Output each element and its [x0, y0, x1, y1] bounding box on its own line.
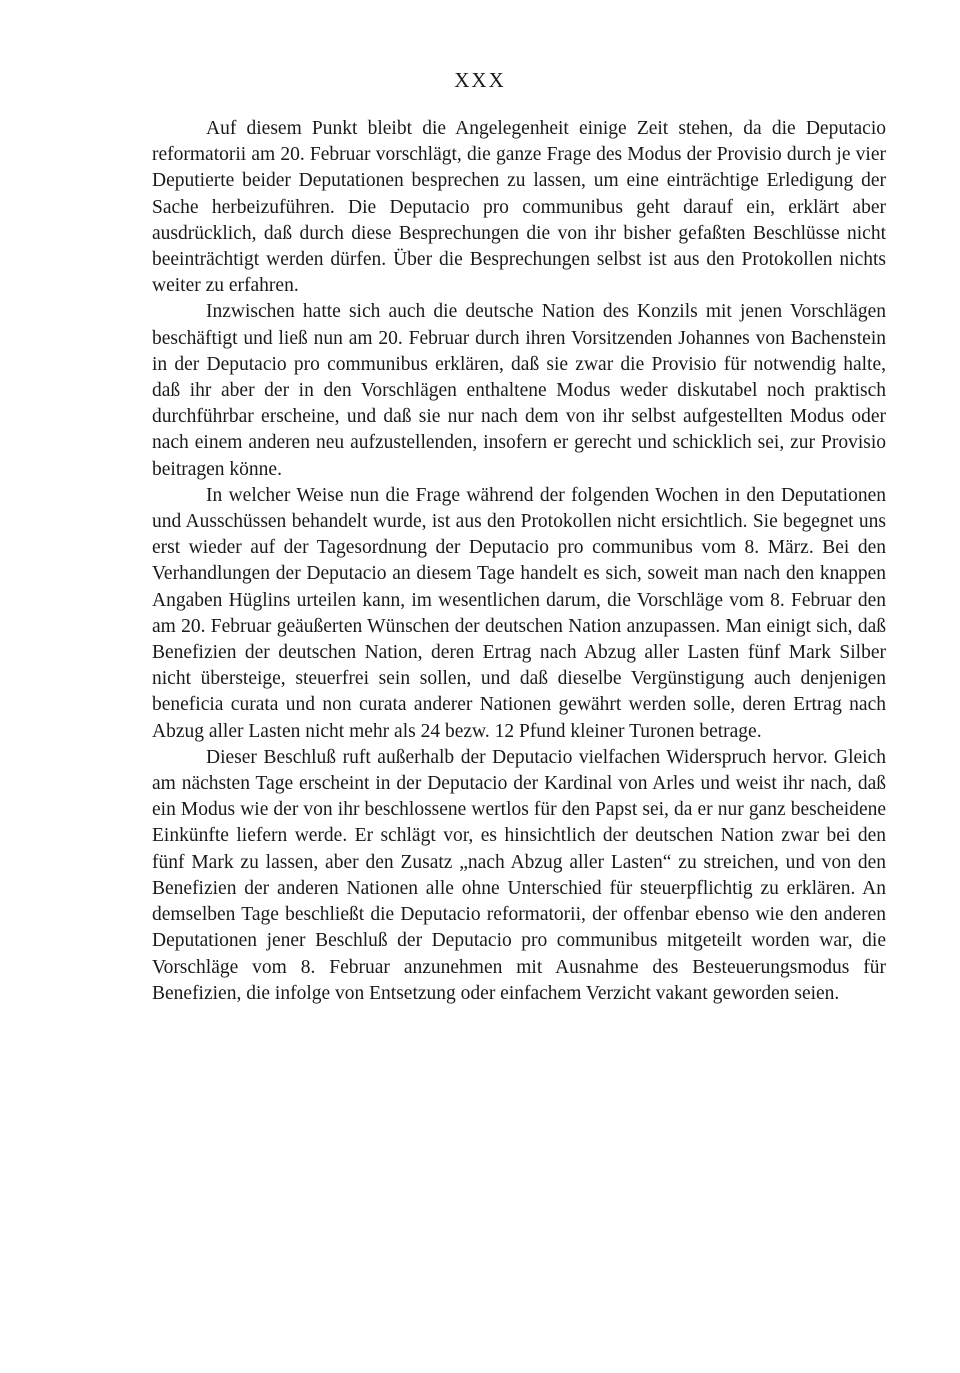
- paragraph-2: Inzwischen hatte sich auch die deutsche Nation des Konzils mit jenen Vorschlägen beschäftigt und ließ nun am 20. Februar durch ihren Vorsitzenden Johannes von Bachenstein in der Deputacio pro communibus erklären, daß sie zwar die Provisio für notwendig halte, daß ihr aber der in den Vorschlägen enthaltene Modus weder diskutabel noch praktisch durchführbar erscheine, und daß sie nur nach dem von ihr selbst aufgestellten Modus oder nach einem anderen neu aufzustellenden, insofern er gerecht und schicklich sei, zur Provisio beitragen könne.: [152, 301, 886, 480]
- paragraph-4: Dieser Beschluß ruft außerhalb der Deputacio vielfachen Widerspruch hervor. Gleich am nächsten Tage erscheint in der Deputacio der Kardinal von Arles und weist ihr nach, daß ein Modus wie der von ihr beschlossene wertlos für den Papst sei, da er nur ganz bescheidene Einkünfte liefern werde. Er schlägt vor, es hinsichtlich der deutschen Nation zwar bei den fünf Mark zu lassen, aber den Zusatz „nach Abzug aller Lasten“ zu streichen, und von den Benefizien der anderen Nationen alle ohne Unterschied für steuerpflichtig zu erklären. An demselben Tage beschließt die Deputacio reformatorii, der offenbar ebenso wie den anderen Deputationen jener Beschluß der Deputacio pro communibus mitgeteilt worden war, die Vorschläge vom 8. Februar anzunehmen mit Ausnahme des Besteuerungsmodus für Benefizien, die infolge von Entsetzung oder einfachem Verzicht vakant geworden seien.: [152, 746, 886, 1004]
- paragraph-1: Auf diesem Punkt bleibt die Angelegenheit einige Zeit stehen, da die Deputacio reformatorii am 20. Februar vorschlägt, die ganze Frage des Modus der Provisio durch je vier Deputierte beider Deputationen besprechen zu lassen, um eine einträchtige Erledigung der Sache herbeizuführen. Die Deputacio pro communibus geht darauf ein, erklärt aber ausdrücklich, daß durch diese Besprechungen die von ihr bisher gefaßten Beschlüsse nicht beeinträchtigt werden dürfen. Über die Besprechungen selbst ist aus den Protokollen nichts weiter zu erfahren.: [152, 118, 886, 297]
- page-number: XXX: [454, 68, 506, 92]
- paragraph-3: In welcher Weise nun die Frage während der folgenden Wochen in den Deputationen und Ausschüssen behandelt wurde, ist aus den Protokollen nicht ersichtlich. Sie begegnet uns erst wieder auf der Tagesordnung der Deputacio pro communibus vom 8. März. Bei den Verhandlungen der Deputacio an diesem Tage handelt es sich, soweit man nach den knappen Angaben Hüglins urteilen kann, im wesentlichen darum, die Vorschläge vom 8. Februar den am 20. Februar geäußerten Wünschen der deutschen Nation anzupassen. Man einigt sich, daß Benefizien der deutschen Nation, deren Ertrag nach Abzug aller Lasten fünf Mark Silber nicht übersteige, steuerfrei sein sollen, und daß dieselbe Vergünstigung auch denjenigen beneficia curata und non curata anderer Nationen gewährt werden solle, deren Ertrag nach Abzug aller Lasten nicht mehr als 24 bezw. 12 Pfund kleiner Turonen betrage.: [152, 484, 886, 742]
- body-text: [152, 116, 886, 1007]
